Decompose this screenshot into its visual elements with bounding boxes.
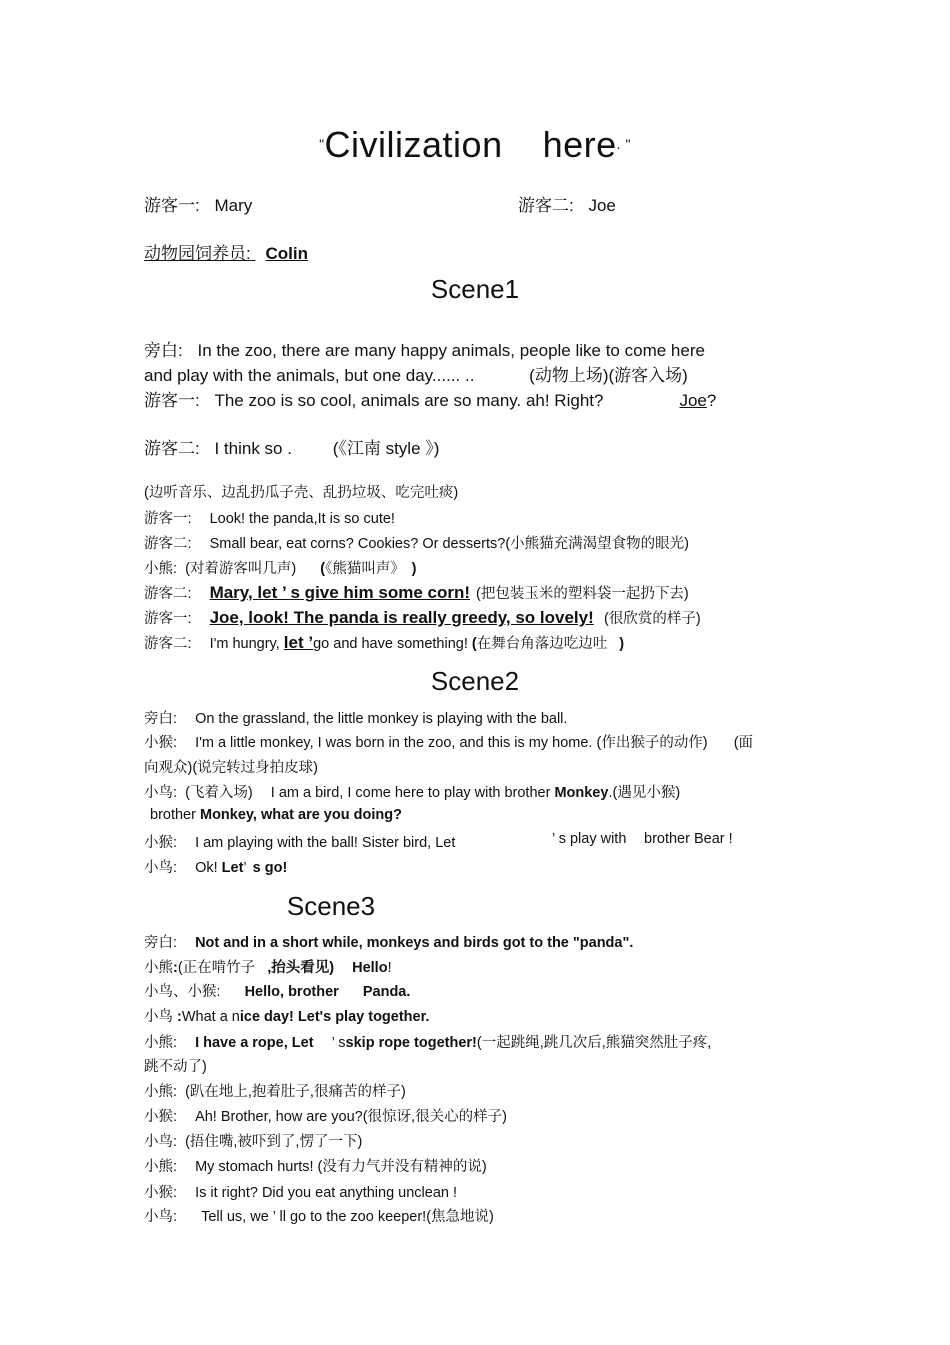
stage-direction: 在舞台角落边吃边吐 bbox=[476, 636, 608, 652]
scene2-line-6 bbox=[144, 831, 733, 852]
scene3-line-10 bbox=[144, 1155, 487, 1176]
scene1-line-5 bbox=[144, 481, 458, 502]
stage-direction: (焦急地说) bbox=[426, 1209, 494, 1225]
dialogue: I am playing with the ball! Sister bird, Let bbox=[195, 835, 456, 851]
speaker: 游客二: bbox=[144, 586, 192, 602]
speaker: 小鸟: bbox=[144, 785, 178, 801]
scene1-line-7 bbox=[144, 532, 689, 553]
speaker: 游客二: bbox=[144, 636, 192, 652]
stage-direction: (正在啃竹子 bbox=[177, 960, 256, 976]
scene2-line-5 bbox=[150, 807, 402, 823]
dialogue-bold: Hello, bbox=[244, 984, 285, 1000]
cast-label: 动物园饲养员: bbox=[144, 244, 251, 263]
dialogue: I think so . bbox=[214, 439, 292, 458]
stage-direction: 《熊猫叫声》 bbox=[325, 561, 398, 577]
scene3-line-6 bbox=[144, 1055, 207, 1076]
scene3-line-8 bbox=[144, 1105, 507, 1126]
cast-keeper bbox=[144, 239, 308, 264]
dialogue-bold: Hello bbox=[352, 960, 388, 976]
dialogue: brother Bear ! bbox=[644, 831, 733, 847]
stage-direction: (面 bbox=[733, 735, 754, 751]
speaker: 游客二: bbox=[144, 536, 192, 552]
speaker: 游客一: bbox=[144, 511, 192, 527]
speaker: 游客一: bbox=[144, 391, 200, 410]
document-title bbox=[0, 124, 950, 166]
dialogue-bold: Panda. bbox=[362, 984, 411, 1000]
dialogue: ’ s bbox=[331, 1035, 346, 1051]
title-quote-close: . " bbox=[616, 136, 631, 152]
dialogue: I'm hungry, bbox=[209, 636, 280, 652]
stage-direction: (一起跳绳,跳几次后,熊猫突然肚子疼, bbox=[476, 1035, 712, 1051]
stage-direction: (《江南 style 》) bbox=[332, 439, 440, 458]
scene3-line-3 bbox=[144, 980, 410, 1001]
scene2-line-2 bbox=[144, 731, 753, 752]
dialogue: In the zoo, there are many happy animals, people like to come here bbox=[197, 341, 705, 360]
dialogue: ’ s play with bbox=[552, 831, 627, 847]
speaker: 小鸟、小猴: bbox=[144, 984, 221, 1000]
dialogue: Tell us, we ’ ll go to the zoo keeper! bbox=[201, 1209, 427, 1225]
dialogue-emphasis: Joe, look! The panda is really greedy, so lovely! bbox=[209, 608, 594, 627]
cast-tourist2 bbox=[518, 191, 616, 216]
dialogue: The zoo is so cool, animals are so many. ah! Right? bbox=[214, 391, 604, 410]
cast-tourist1 bbox=[144, 191, 252, 216]
dialogue: I'm a little monkey, I was born in the zoo, and this is my home. bbox=[195, 735, 593, 751]
stage-direction: (动物上场)(游客入场) bbox=[529, 366, 688, 385]
dialogue: My stomach hurts! bbox=[195, 1159, 314, 1175]
dialogue: Ok! bbox=[195, 860, 218, 876]
stage-direction: (小熊猫充满渴望食物的眼光) bbox=[505, 536, 689, 552]
speaker: 小鸟 bbox=[144, 1009, 173, 1025]
colon: : bbox=[173, 960, 178, 976]
speaker: 小鸟: bbox=[144, 860, 178, 876]
dialogue: ! bbox=[387, 960, 392, 976]
stage-direction: (趴在地上,抱着肚子,很痛苦的样子) bbox=[185, 1084, 406, 1100]
dialogue-bold: ice day! Let's play together. bbox=[239, 1009, 430, 1025]
dialogue: Small bear, eat corns? Cookies? Or desserts? bbox=[209, 536, 506, 552]
scene1-line-6 bbox=[144, 507, 395, 528]
dialogue: brother bbox=[150, 807, 196, 823]
title-word-1: Civilization bbox=[324, 124, 503, 165]
bracket-close: ) bbox=[411, 561, 417, 577]
cast-name: Mary bbox=[214, 196, 253, 215]
scene3-line-5 bbox=[144, 1031, 711, 1052]
title-word-2: here bbox=[542, 124, 617, 165]
scene1-line-3 bbox=[144, 386, 716, 411]
stage-direction: (边听音乐、边乱扔瓜子壳、乱扔垃圾、吃完吐痰) bbox=[144, 485, 459, 501]
speaker: 旁白: bbox=[144, 711, 178, 727]
scene2-line-1 bbox=[144, 707, 567, 728]
dialogue-bold: s go! bbox=[252, 860, 288, 876]
dialogue: go and have something! bbox=[313, 636, 468, 652]
speaker: 小猴: bbox=[144, 835, 178, 851]
dialogue-name: Joe bbox=[679, 391, 707, 410]
stage-direction: (没有力气并没有精神的说) bbox=[317, 1159, 487, 1175]
cast-label: 游客一: bbox=[144, 196, 200, 215]
dialogue-emphasis: Mary, let ’ s give him some corn! bbox=[209, 583, 470, 602]
colon: : bbox=[177, 1009, 182, 1025]
stage-direction: (飞着入场) bbox=[185, 785, 253, 801]
dialogue-bold: Monkey bbox=[554, 785, 609, 801]
title-quote-open: " bbox=[319, 136, 325, 152]
scene1-line-4 bbox=[144, 434, 439, 459]
stage-direction: (对着游客叫几声) bbox=[185, 561, 297, 577]
scene3-heading: Scene3 bbox=[286, 891, 376, 921]
scene1-line-8 bbox=[144, 557, 416, 578]
dialogue-bold: I have a rope, Let bbox=[195, 1035, 314, 1051]
bracket-open: ( bbox=[471, 636, 477, 652]
speaker: 游客二: bbox=[144, 439, 200, 458]
cast-label: 游客二: bbox=[518, 196, 574, 215]
stage-direction: (遇见小猴) bbox=[612, 785, 681, 801]
dialogue-bold: skip rope together! bbox=[345, 1035, 477, 1051]
speaker: 旁白: bbox=[144, 935, 178, 951]
bracket-close: ) bbox=[619, 636, 625, 652]
dialogue: ’ bbox=[243, 860, 247, 876]
scene2-line-4 bbox=[144, 781, 680, 802]
dialogue: Is it right? Did you eat anything unclean ! bbox=[195, 1185, 458, 1201]
speaker: 小熊: bbox=[144, 1159, 178, 1175]
scene2-line-3 bbox=[144, 756, 318, 777]
dialogue: What a n bbox=[181, 1009, 240, 1025]
cast-name: Colin bbox=[265, 244, 308, 263]
dialogue-bold: Not and in a short while, monkeys and birds got to the "panda". bbox=[195, 935, 634, 951]
dialogue-bold: Let bbox=[221, 860, 244, 876]
scene1-line-11 bbox=[144, 632, 624, 653]
scene3-line-2 bbox=[144, 956, 392, 977]
scene3-line-7 bbox=[144, 1080, 406, 1101]
speaker: 小鸟: bbox=[144, 1134, 178, 1150]
speaker: 旁白: bbox=[144, 341, 183, 360]
scene3-line-11 bbox=[144, 1181, 457, 1202]
scene3-line-12 bbox=[144, 1205, 494, 1226]
scene1-line-9 bbox=[144, 582, 689, 603]
cast-name: Joe bbox=[588, 196, 616, 215]
stage-direction: (把包装玉米的塑料袋一起扔下去) bbox=[476, 586, 689, 602]
scene1-heading: Scene1 bbox=[430, 274, 520, 304]
stage-direction-bold: ,抬头看见) bbox=[267, 960, 335, 976]
speaker: 小熊: bbox=[144, 1084, 178, 1100]
scene3-line-4 bbox=[144, 1005, 429, 1026]
speaker: 小鸟: bbox=[144, 1209, 178, 1225]
speaker: 小猴: bbox=[144, 1109, 178, 1125]
stage-direction: 跳不动了) bbox=[144, 1059, 207, 1075]
speaker: 游客一: bbox=[144, 611, 192, 627]
speaker: 小熊: bbox=[144, 1035, 178, 1051]
stage-direction: (很惊讶,很关心的样子) bbox=[362, 1109, 507, 1125]
dialogue: I am a bird, I come here to play with brother bbox=[270, 785, 551, 801]
scene3-line-9 bbox=[144, 1130, 362, 1151]
dialogue-end: ? bbox=[706, 391, 717, 410]
dialogue: Ah! Brother, how are you? bbox=[195, 1109, 363, 1125]
speaker: 小熊 bbox=[144, 960, 173, 976]
dialogue-bold: brother bbox=[288, 984, 339, 1000]
dialogue: . bbox=[608, 785, 613, 801]
scene2-heading: Scene2 bbox=[430, 666, 520, 696]
scene2-line-7 bbox=[144, 856, 287, 877]
speaker: 小猴: bbox=[144, 735, 178, 751]
dialogue: Look! the panda,It is so cute! bbox=[209, 511, 395, 527]
bracket-open: ( bbox=[320, 561, 326, 577]
stage-direction: (捂住嘴,被吓到了,愣了一下) bbox=[185, 1134, 363, 1150]
speaker: 小猴: bbox=[144, 1185, 178, 1201]
stage-direction: (作出猴子的动作) bbox=[596, 735, 708, 751]
dialogue: and play with the animals, but one day...... .. bbox=[144, 366, 475, 385]
scene1-line-2 bbox=[144, 361, 688, 386]
dialogue-emphasis: let ’ bbox=[283, 633, 314, 652]
scene1-line-10 bbox=[144, 607, 701, 628]
scene3-line-1 bbox=[144, 931, 633, 952]
stage-direction: (很欣赏的样子) bbox=[604, 611, 701, 627]
scene1-line-1 bbox=[144, 336, 705, 361]
dialogue: On the grassland, the little monkey is playing with the ball. bbox=[195, 711, 568, 727]
stage-direction: 向观众)(说完转过身拍皮球) bbox=[144, 760, 318, 776]
speaker: 小熊: bbox=[144, 561, 178, 577]
dialogue-bold: Monkey, what are you doing? bbox=[199, 807, 402, 823]
